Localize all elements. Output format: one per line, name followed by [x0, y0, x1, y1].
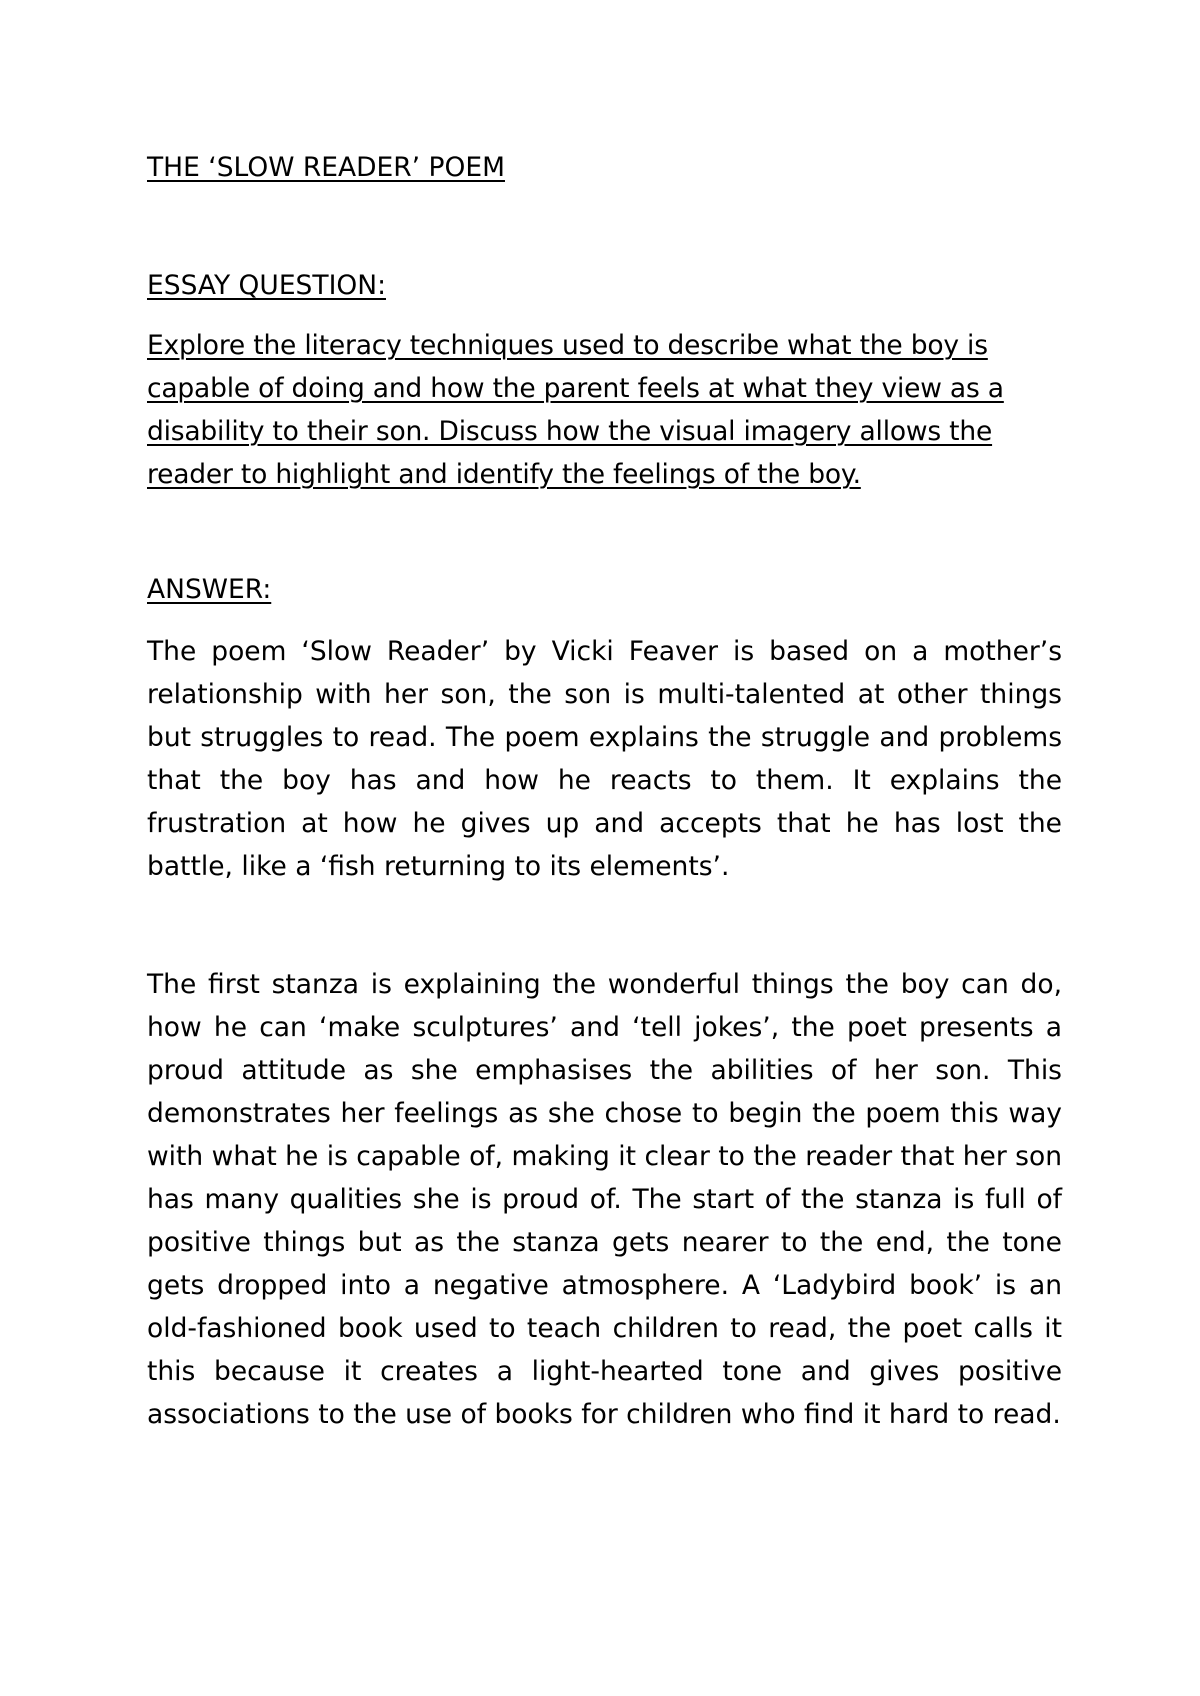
answer-paragraph-2: The first stanza is explaining the wonderful things the boy can do, how he can ‘make sculptures’ and ‘tell jokes’, the poet presents a proud attitude as she emphasises the abilities of her son. This demonstrates her feelings as she chose to begin the poem this way with what he is capable of, making it clear to the reader that her son has many qualities she is proud of. The start of the stanza is full of positive things but as the stanza gets nearer to the end, the tone gets dropped into a negative atmosphere. A ‘Ladybird book’ is an old-fashioned book used to teach children to read, the poet calls it this because it creates a light-hearted tone and gives positive associations to the use of books for children who find it hard to read. — [147, 969, 1062, 1430]
answer-paragraph-1: The poem ‘Slow Reader’ by Vicki Feaver is based on a mother’s relationship with her son, the son is multi-talented at other things but struggles to read. The poem explains the struggle and problems that the boy has and how he reacts to them. It explains the frustration at how he gives up and accepts that he has lost the battle, like a ‘fish returning to its elements’. — [147, 636, 1062, 882]
document-title: THE ‘SLOW READER’ POEM — [147, 152, 505, 183]
essay-question-text: Explore the literacy techniques used to describe what the boy is capable of doing and how the parent feels at what they view as a disability to their son. Discuss how the visual imagery allows the reader to highlight and identify the feelings of the boy. — [147, 330, 1004, 490]
answer-label: ANSWER: — [147, 574, 272, 605]
essay-question-label: ESSAY QUESTION: — [147, 270, 386, 301]
